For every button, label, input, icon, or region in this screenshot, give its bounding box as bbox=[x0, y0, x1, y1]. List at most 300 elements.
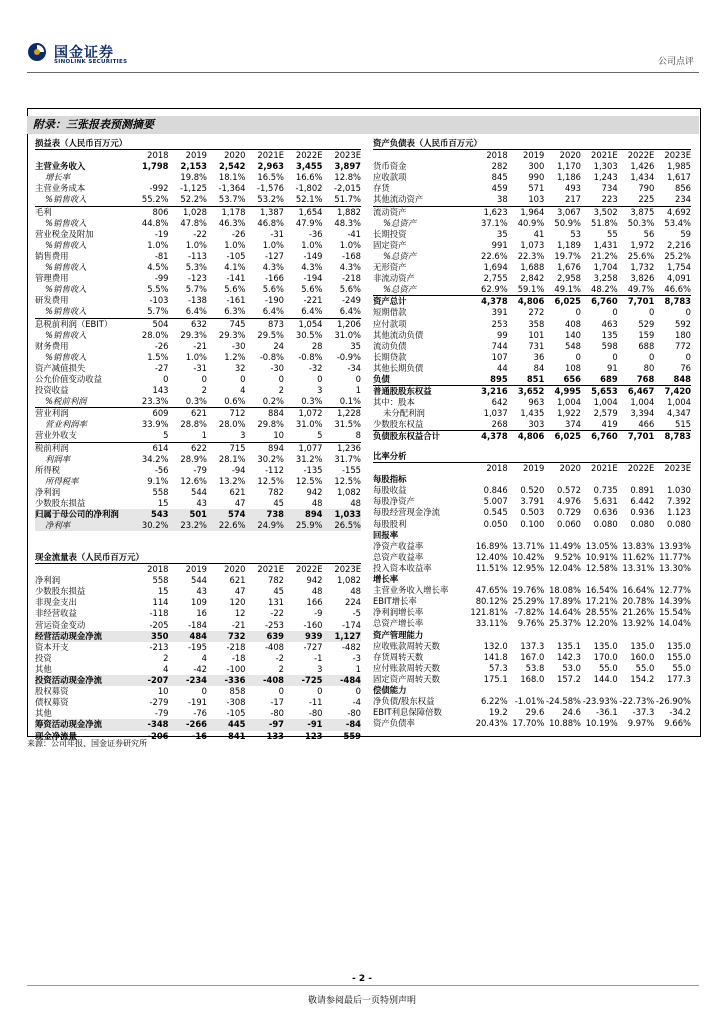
cell-value: 4,806 bbox=[517, 296, 545, 307]
cell-value: -31 bbox=[270, 228, 284, 239]
year-label: 2021E bbox=[591, 463, 618, 474]
cell-value: 1,882 bbox=[337, 206, 361, 217]
cell-value: 1,072 bbox=[298, 408, 323, 419]
cell-value: 391 bbox=[491, 307, 508, 318]
table-row bbox=[373, 707, 691, 718]
cell-value: 1,798 bbox=[142, 161, 169, 172]
cell-value: -195 bbox=[187, 641, 207, 652]
cell-value: 558 bbox=[152, 575, 169, 586]
cell-value: -24.58% bbox=[546, 696, 581, 707]
cell-value: 84 bbox=[533, 362, 545, 373]
table-row bbox=[373, 397, 691, 408]
table-row bbox=[35, 597, 361, 608]
cell-value: 738 bbox=[266, 509, 284, 520]
table-row bbox=[373, 507, 691, 518]
cell-value: 12.40% bbox=[475, 551, 508, 562]
cell-value: 55.2% bbox=[141, 194, 169, 205]
cell-value: 445 bbox=[228, 719, 246, 730]
cell-value: 7,701 bbox=[627, 296, 655, 307]
cell-value: 5 bbox=[317, 430, 323, 441]
cell-value: -80 bbox=[347, 708, 361, 719]
cell-value: 1,082 bbox=[337, 575, 361, 586]
cell-value: 59.1% bbox=[517, 284, 545, 295]
cell-value: 10 bbox=[273, 430, 284, 441]
cell-value: -103 bbox=[149, 295, 169, 306]
cell-value: 29.8% bbox=[257, 419, 284, 430]
cell-value: 123 bbox=[305, 730, 323, 741]
cell-value: -18 bbox=[231, 652, 246, 663]
cell-value: 2,153 bbox=[180, 161, 207, 172]
table-row bbox=[373, 352, 691, 363]
cell-value: 515 bbox=[675, 419, 691, 430]
cell-value: 1,972 bbox=[630, 239, 655, 250]
cell-value: -30 bbox=[231, 340, 246, 351]
year-label: 2018 bbox=[486, 150, 508, 161]
row-label: 普通股股东权益 bbox=[373, 386, 432, 397]
row-label: 净负债/股东权益 bbox=[373, 696, 435, 707]
cell-value: 1 bbox=[201, 430, 207, 441]
row-label: 少数股东权益 bbox=[373, 419, 424, 430]
cell-value: 6.4% bbox=[262, 306, 284, 317]
table-row bbox=[35, 240, 361, 251]
cell-value: 167.0 bbox=[520, 651, 545, 662]
cell-value: 715 bbox=[229, 442, 246, 453]
cell-value: 350 bbox=[151, 630, 169, 641]
row-label: 未分配利润 bbox=[383, 408, 425, 419]
cell-value: -205 bbox=[149, 619, 169, 630]
table-row bbox=[35, 172, 361, 183]
cell-value: 1,617 bbox=[667, 172, 691, 183]
cell-value: 0.572 bbox=[557, 485, 581, 496]
cell-value: 1,189 bbox=[557, 239, 581, 250]
cell-value: 99 bbox=[496, 329, 508, 340]
cell-value: 0 bbox=[240, 373, 246, 384]
cell-value: 19.7% bbox=[554, 250, 581, 261]
cell-value: 18.1% bbox=[218, 172, 246, 183]
cell-value: 991 bbox=[491, 239, 508, 250]
cell-value: 688 bbox=[638, 340, 655, 351]
row-label: 总资产收益率 bbox=[373, 551, 424, 562]
table-row bbox=[35, 284, 361, 295]
cell-value: 12.5% bbox=[295, 475, 323, 486]
row-label: 净利润 bbox=[35, 486, 61, 497]
cell-value: -81 bbox=[154, 250, 169, 261]
cell-value: 3 bbox=[240, 430, 246, 441]
table-row bbox=[35, 385, 361, 396]
cell-value: 28.55% bbox=[585, 607, 618, 618]
cell-value: -19 bbox=[154, 228, 169, 239]
row-label: EBIT利息保障倍数 bbox=[373, 707, 442, 718]
row-label: %销售收入 bbox=[45, 329, 87, 340]
cell-value: 5.007 bbox=[483, 496, 508, 507]
cell-value: 5,653 bbox=[591, 386, 618, 397]
row-label: 利润率 bbox=[45, 453, 71, 464]
cell-value: 4,806 bbox=[517, 431, 545, 442]
cell-value: 1.0% bbox=[301, 239, 323, 250]
cell-value: 6.4% bbox=[339, 306, 361, 317]
cell-value: 990 bbox=[528, 172, 545, 183]
row-label: 货币资金 bbox=[373, 161, 407, 172]
cell-value: 15.54% bbox=[659, 607, 691, 618]
cell-value: 0 bbox=[648, 351, 655, 362]
cell-value: 7,701 bbox=[627, 431, 655, 442]
cell-value: 642 bbox=[491, 397, 508, 408]
year-label: 2023E bbox=[664, 150, 691, 161]
cell-value: 45 bbox=[273, 498, 284, 508]
cell-value: -36.1 bbox=[595, 707, 618, 718]
table-row bbox=[35, 194, 361, 205]
table-header-row bbox=[373, 138, 691, 150]
cell-value: 894 bbox=[268, 442, 284, 453]
cell-value: 24.6 bbox=[562, 707, 581, 718]
cell-value: -1,364 bbox=[218, 183, 246, 194]
cell-value: 11.49% bbox=[549, 540, 581, 551]
cell-value: 8 bbox=[355, 430, 361, 441]
cell-value: 19.2 bbox=[489, 707, 508, 718]
row-label: 财务费用 bbox=[35, 340, 69, 351]
year-label: 2018 bbox=[147, 564, 169, 575]
cell-value: 1 bbox=[355, 663, 361, 674]
cell-value: 0.846 bbox=[483, 485, 508, 496]
cell-value: 48.3% bbox=[334, 217, 361, 228]
cell-value: 5.6% bbox=[339, 284, 361, 295]
row-label: 其中：股本 bbox=[373, 397, 415, 408]
cell-value: 1,073 bbox=[520, 239, 545, 250]
cell-value: 272 bbox=[528, 307, 545, 318]
cell-value: -2,015 bbox=[334, 183, 361, 194]
cell-value: 37.1% bbox=[481, 217, 508, 228]
cell-value: 223 bbox=[601, 194, 618, 205]
table-row bbox=[35, 330, 361, 341]
cell-value: 501 bbox=[189, 509, 207, 520]
table-row bbox=[35, 465, 361, 476]
cell-value: 0 bbox=[575, 351, 581, 362]
cell-value: 2,542 bbox=[219, 161, 246, 172]
cell-value: 29.3% bbox=[180, 329, 207, 340]
cell-value: -22 bbox=[270, 608, 284, 619]
cell-value: 4.5% bbox=[147, 262, 169, 273]
appendix-title bbox=[27, 116, 699, 134]
logo-text-en: SINOLINK SECURITIES bbox=[54, 59, 128, 65]
cell-value: 4,378 bbox=[481, 296, 508, 307]
cell-value: 1.0% bbox=[339, 239, 361, 250]
cell-value: 1,654 bbox=[298, 206, 323, 217]
cell-value: 0.503 bbox=[520, 507, 545, 518]
cell-value: 6,760 bbox=[591, 296, 618, 307]
row-label: %销售收入 bbox=[45, 306, 87, 317]
cell-value: 1,435 bbox=[520, 408, 545, 419]
cell-value: 22.6% bbox=[218, 520, 246, 531]
row-label: 税前利润 bbox=[35, 442, 69, 453]
row-label: 增长率 bbox=[45, 172, 71, 183]
cell-value: -26.90% bbox=[656, 696, 691, 707]
cell-value: 0.735 bbox=[593, 485, 618, 496]
cell-value: 4 bbox=[240, 385, 246, 396]
cell-value: -123 bbox=[187, 273, 207, 284]
row-label: 主营业务成本 bbox=[35, 183, 86, 194]
cell-value: 3,875 bbox=[630, 206, 655, 217]
cell-value: 20.43% bbox=[475, 718, 508, 729]
table-row bbox=[373, 607, 691, 618]
cell-value: 4,995 bbox=[554, 386, 581, 397]
cell-value: 225 bbox=[638, 194, 655, 205]
cell-value: 1,228 bbox=[337, 408, 361, 419]
cell-value: 33.11% bbox=[475, 618, 508, 629]
cell-value: 3.791 bbox=[520, 496, 545, 507]
cell-value: 1.0% bbox=[224, 239, 246, 250]
cell-value: 3,897 bbox=[334, 161, 361, 172]
row-label: 总资产增长率 bbox=[373, 618, 424, 629]
row-label: 固定资产 bbox=[373, 239, 407, 250]
table-row bbox=[373, 641, 691, 652]
cell-value: 12 bbox=[234, 608, 246, 619]
cell-value: 0.3% bbox=[185, 396, 207, 407]
row-label: 研发费用 bbox=[35, 295, 69, 306]
cell-value: -22 bbox=[193, 228, 207, 239]
cell-value: 80.12% bbox=[475, 596, 508, 607]
cell-value: -206 bbox=[147, 730, 169, 741]
cell-value: -118 bbox=[149, 608, 169, 619]
cell-value: 0 bbox=[355, 686, 361, 697]
cell-value: 744 bbox=[491, 340, 508, 351]
cell-value: 34.2% bbox=[141, 453, 169, 464]
cell-value: 1.5% bbox=[147, 351, 169, 362]
cell-value: 31.0% bbox=[334, 329, 361, 340]
page-header bbox=[0, 0, 724, 80]
cell-value: 16.6% bbox=[295, 172, 323, 183]
row-label: 非经营收益 bbox=[35, 608, 77, 619]
cell-value: 24.9% bbox=[257, 520, 284, 531]
source-note: 来源：公司年报、国金证券研究所 bbox=[27, 739, 147, 748]
cell-value: 4,347 bbox=[667, 408, 691, 419]
cell-value: -2 bbox=[275, 652, 284, 663]
cell-value: 5.6% bbox=[262, 284, 284, 295]
table-row bbox=[373, 251, 691, 262]
cell-value: -727 bbox=[303, 641, 323, 652]
cell-value: 609 bbox=[152, 408, 169, 419]
cell-value: 12.58% bbox=[585, 562, 618, 573]
cell-value: 1,964 bbox=[520, 206, 545, 217]
row-label: 其他流动负债 bbox=[373, 329, 424, 340]
ratio-group-heading bbox=[373, 574, 691, 585]
year-label: 2019 bbox=[523, 150, 545, 161]
table-row bbox=[373, 330, 691, 341]
cell-value: 0.3% bbox=[301, 396, 323, 407]
cell-value: 16.89% bbox=[475, 540, 508, 551]
cell-value: 544 bbox=[191, 575, 207, 586]
cell-value: 12.20% bbox=[585, 618, 618, 629]
table-row bbox=[35, 708, 361, 719]
cell-value: 656 bbox=[563, 373, 581, 384]
cell-value: 639 bbox=[266, 630, 284, 641]
cell-value: 2 bbox=[278, 663, 284, 674]
year-label: 2023E bbox=[334, 564, 361, 575]
cell-value: -138 bbox=[187, 295, 207, 306]
cell-value: 44.8% bbox=[141, 217, 169, 228]
cell-value: 17.89% bbox=[549, 596, 581, 607]
cell-value: 0.2% bbox=[262, 396, 284, 407]
cell-value: 16.5% bbox=[257, 172, 284, 183]
cell-value: 845 bbox=[491, 172, 508, 183]
cell-value: 621 bbox=[229, 486, 246, 497]
cell-value: -91 bbox=[307, 719, 323, 730]
cell-value: 46.3% bbox=[218, 217, 246, 228]
cell-value: 12.5% bbox=[257, 475, 284, 486]
table-row bbox=[373, 541, 691, 552]
cell-value: 772 bbox=[675, 340, 691, 351]
cell-value: -9 bbox=[314, 608, 323, 619]
cell-value: 47.9% bbox=[295, 217, 323, 228]
year-label: 2019 bbox=[185, 150, 207, 161]
cell-value: 53.7% bbox=[218, 194, 246, 205]
cell-value: 217 bbox=[565, 194, 581, 205]
cell-value: 15 bbox=[157, 586, 169, 597]
cell-value: -105 bbox=[226, 250, 246, 261]
cell-value: 303 bbox=[528, 419, 545, 430]
cell-value: 848 bbox=[673, 373, 691, 384]
cell-value: 790 bbox=[638, 183, 655, 194]
cell-value: 622 bbox=[191, 442, 207, 453]
cell-value: 3,826 bbox=[630, 273, 655, 284]
cell-value: 159 bbox=[638, 329, 655, 340]
cell-value: 8,783 bbox=[664, 296, 691, 307]
table-row bbox=[373, 552, 691, 563]
cell-value: -1.01% bbox=[514, 696, 545, 707]
cell-value: -207 bbox=[147, 675, 169, 686]
table-row bbox=[373, 206, 691, 218]
cell-value: 0.050 bbox=[483, 518, 508, 529]
appendix-title-text: 附录：三张报表预测摘要 bbox=[33, 118, 154, 131]
cell-value: 268 bbox=[491, 419, 508, 430]
cell-value: 0 bbox=[612, 307, 618, 318]
cell-value: 35 bbox=[496, 228, 508, 239]
table-row bbox=[373, 618, 691, 629]
ratio-group-heading bbox=[373, 530, 691, 541]
cell-value: 1,985 bbox=[667, 161, 691, 172]
cell-value: 5.6% bbox=[301, 284, 323, 295]
table-row bbox=[35, 318, 361, 330]
cell-value: 1,694 bbox=[483, 262, 508, 273]
table-row bbox=[373, 194, 691, 205]
cell-value: 493 bbox=[565, 183, 581, 194]
cell-value: 0 bbox=[163, 373, 169, 384]
cell-value: 1,004 bbox=[630, 397, 655, 408]
cell-value: 144.0 bbox=[593, 673, 618, 684]
cell-value: 3,652 bbox=[517, 386, 545, 397]
table-row bbox=[373, 262, 691, 273]
cell-value: 109 bbox=[191, 597, 207, 608]
cell-value: 9.66% bbox=[664, 718, 691, 729]
cell-value: 14.04% bbox=[659, 618, 691, 629]
cell-value: 0.100 bbox=[520, 518, 545, 529]
cell-value: 135 bbox=[601, 329, 618, 340]
cell-value: 1 bbox=[355, 385, 361, 396]
cell-value: -1 bbox=[314, 652, 323, 663]
ratio-analysis-table bbox=[373, 451, 691, 729]
cell-value: 62.9% bbox=[481, 284, 508, 295]
cell-value: 2 bbox=[201, 385, 207, 396]
cell-value: 0.936 bbox=[630, 507, 655, 518]
row-label: 少数股东损益 bbox=[35, 498, 86, 508]
cell-value: 1,623 bbox=[483, 206, 508, 217]
cell-value: 2,842 bbox=[520, 273, 545, 284]
table-row bbox=[35, 442, 361, 454]
cell-value: 0.636 bbox=[593, 507, 618, 518]
cell-value: 17.21% bbox=[585, 596, 618, 607]
cell-value: 140 bbox=[565, 329, 581, 340]
cell-value: -113 bbox=[187, 250, 207, 261]
row-label: 净资产收益率 bbox=[373, 540, 424, 551]
cell-value: -79 bbox=[193, 464, 207, 475]
cell-value: 0.729 bbox=[557, 507, 581, 518]
cell-value: 120 bbox=[229, 597, 246, 608]
table-row bbox=[35, 586, 361, 597]
cell-value: 0 bbox=[575, 307, 581, 318]
cell-value: -1,576 bbox=[257, 183, 284, 194]
cell-value: 46.8% bbox=[257, 217, 284, 228]
cell-value: -166 bbox=[264, 273, 284, 284]
cell-value: 57.3 bbox=[489, 662, 508, 673]
cell-value: 2,579 bbox=[593, 408, 618, 419]
cell-value: 8,783 bbox=[664, 431, 691, 442]
year-label: 2020 bbox=[559, 463, 581, 474]
cell-value: 18.08% bbox=[549, 585, 581, 596]
year-label: 2021E bbox=[257, 150, 284, 161]
cell-value: 1,054 bbox=[298, 318, 323, 329]
cell-value: 13.83% bbox=[622, 540, 655, 551]
row-label: 毛利 bbox=[35, 206, 52, 217]
cell-value: 50.9% bbox=[554, 217, 581, 228]
cell-value: 154.2 bbox=[630, 673, 655, 684]
table-row bbox=[373, 596, 691, 607]
table-row bbox=[35, 352, 361, 363]
cell-value: -56 bbox=[154, 464, 169, 475]
cell-value: 6.22% bbox=[481, 696, 508, 707]
row-label: 主营业务收入增长率 bbox=[373, 585, 449, 596]
table-row bbox=[373, 419, 691, 430]
cell-value: 25.37% bbox=[549, 618, 581, 629]
cell-value: 0.891 bbox=[630, 485, 655, 496]
year-label: 2021E bbox=[591, 150, 618, 161]
cell-value: 1,243 bbox=[593, 172, 618, 183]
cell-value: -253 bbox=[264, 619, 284, 630]
cell-value: 0 bbox=[612, 351, 618, 362]
cell-value: 0 bbox=[685, 307, 691, 318]
cell-value: 574 bbox=[228, 509, 246, 520]
cell-value: -30 bbox=[270, 362, 284, 373]
table-row bbox=[373, 652, 691, 663]
year-header-row bbox=[373, 463, 691, 474]
cell-value: 31.0% bbox=[295, 419, 323, 430]
cell-value: 632 bbox=[191, 318, 207, 329]
cell-value: 19.8% bbox=[180, 172, 207, 183]
cell-value: 160.0 bbox=[630, 651, 655, 662]
cell-value: 80 bbox=[643, 362, 655, 373]
cell-value: 1,303 bbox=[593, 161, 618, 172]
cell-value: 466 bbox=[638, 419, 655, 430]
cell-value: 1,676 bbox=[557, 262, 581, 273]
cell-value: -76 bbox=[193, 708, 207, 719]
cell-value: 4.3% bbox=[301, 262, 323, 273]
cell-value: 29.5% bbox=[257, 329, 284, 340]
cell-value: -160 bbox=[303, 619, 323, 630]
table-row bbox=[373, 718, 691, 729]
cell-value: 13.71% bbox=[512, 540, 545, 551]
cell-value: -80 bbox=[270, 708, 284, 719]
row-label: 短期借款 bbox=[373, 307, 407, 318]
cell-value: -26 bbox=[231, 228, 246, 239]
cell-value: 168.0 bbox=[520, 673, 545, 684]
